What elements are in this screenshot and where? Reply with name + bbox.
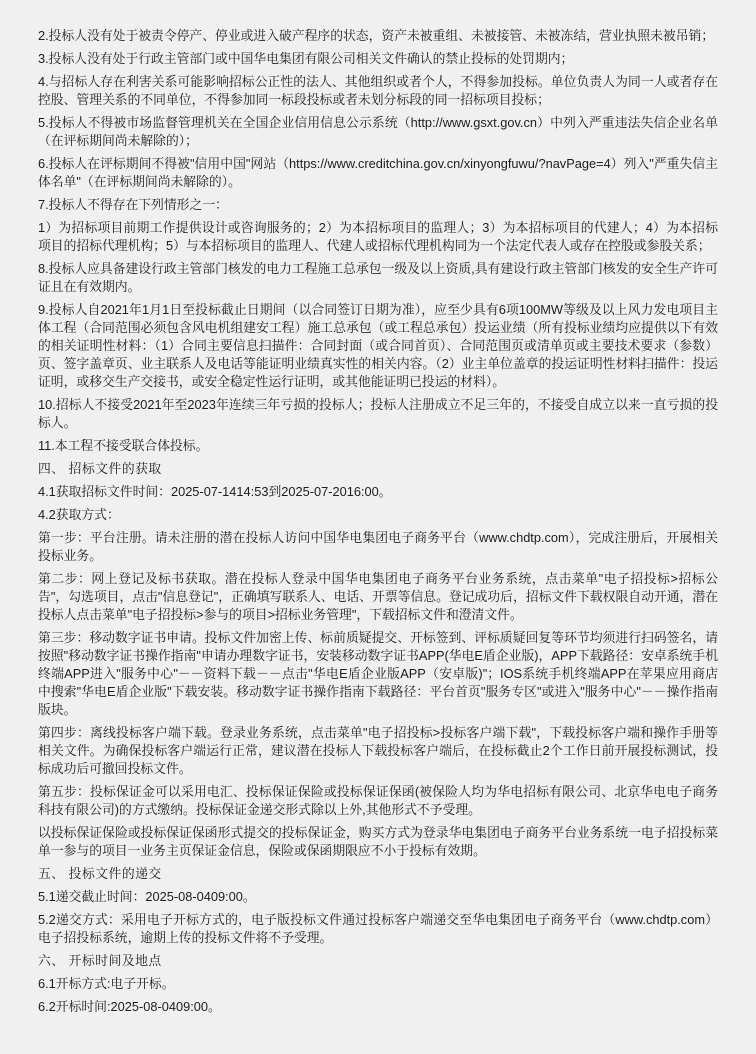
clause-6-2-opening-time: 6.2开标时间:2025-08-0409:00。 xyxy=(38,999,221,1014)
clause-6: 6.投标人在评标期间不得被"信用中国"网站（https://www.creditchina.gov.cn/xinyongfuwu/?navPage=4）列入"严重失信主体名单"（在评标期间尚未解除的）。 xyxy=(38,156,718,189)
clause-6-1-opening-method: 6.1开标方式:电子开标。 xyxy=(38,976,175,991)
clause-8: 8.投标人应具备建设行政主管部门核发的电力工程施工总承包一级及以上资质,具有建设行政主管部门核发的安全生产许可证且在有效期内。 xyxy=(38,261,718,294)
clause-7: 7.投标人不得存在下列情形之一： xyxy=(38,197,228,212)
deposit-insurance-note: 以投标保证保险或投标保证保函形式提交的投标保证金，购买方式为登录华电集团电子商务平台业务系统一电子招投标菜单一参与的项目一业务主页保证金信息，保险或保函期限应不小于投标有效期。 xyxy=(38,825,718,858)
section-heading-bid-submission: 五、 投标文件的递交 xyxy=(38,866,162,881)
clause-5: 5.投标人不得被市场监督管理机关在全国企业信用信息公示系统（http://www.gsxt.gov.cn）中列入严重违法失信企业名单（在评标期间尚未解除的）； xyxy=(38,115,718,148)
clause-10: 10.招标人不接受2021年至2023年连续三年亏损的投标人；投标人注册成立不足三年的，不接受自成立以来一直亏损的投标人。 xyxy=(38,397,718,430)
clause-9: 9.投标人自2021年1月1日至投标截止日期间（以合同签订日期为准），应至少具有6项100MW等级及以上风力发电项目主体工程（合同范围必须包含风电机组建安工程）施工总承包（或工程总承包）投运业绩（所有投标业绩均应提供以下有效的相关证明性材料：（1）合同主要信息扫描件：合同封面（或合同首页）、合同范围页或清单页或主要技术要求（参数）页、签字盖章页、业主联系人及电话等能证明业绩真实性的相关内容。（2）业主单位盖章的投运证明性材料扫描件：投运证明，或移交生产交接书，或安全稳定性运行证明，或其他能证明已投运的材料）。 xyxy=(38,302,718,389)
clause-5-1-submission-deadline: 5.1递交截止时间：2025-08-0409:00。 xyxy=(38,889,256,904)
clause-3: 3.投标人没有处于行政主管部门或中国华电集团有限公司相关文件确认的禁止投标的处罚期内； xyxy=(38,51,574,66)
clause-7-subitems: 1）为招标项目前期工作提供设计或咨询服务的；2）为本招标项目的监理人；3）为本招标项目的代建人；4）为本招标项目的招标代理机构；5）与本招标项目的监理人、代建人或招标代理机构同为一个法定代表人或存在控股或参股关系； xyxy=(38,220,718,253)
section-heading-document-acquisition: 四、 招标文件的获取 xyxy=(38,461,162,476)
clause-4: 4.与招标人存在利害关系可能影响招标公正性的法人、其他组织或者个人，不得参加投标。单位负责人为同一人或者存在控股、管理关系的不同单位，不得参加同一标段投标或者未划分标段的同一招标项目投标； xyxy=(38,74,718,107)
step-4-offline-client-download: 第四步：离线投标客户端下载。登录业务系统，点击菜单"电子招投标>投标客户端下载"，下载投标客户端和操作手册等相关文件。为确保投标客户端运行正常，建议潜在投标人下载投标客户端后，在投标截止2个工作日前开展投标测试，投标成功后可撤回投标文件。 xyxy=(38,725,718,776)
clause-4-2-acquisition-method: 4.2获取方式： xyxy=(38,507,120,522)
clause-2: 2.投标人没有处于被责令停产、停业或进入破产程序的状态，资产未被重组、未被接管、未被冻结，营业执照未被吊销； xyxy=(38,28,715,43)
section-heading-bid-opening: 六、 开标时间及地点 xyxy=(38,953,162,968)
clause-4-1-acquisition-time: 4.1获取招标文件时间：2025-07-1414:53到2025-07-2016:00。 xyxy=(38,484,392,499)
step-2-online-registration: 第二步：网上登记及标书获取。潜在投标人登录中国华电集团电子商务平台业务系统，点击菜单"电子招投标>招标公告"，勾选项目，点击"信息登记"，正确填写联系人、电话、开票等信息。登记成功后，招标文件下载权限自动开通，潜在投标人点击菜单"电子招投标>参与的项目>招标业务管理"，下载招标文件和澄清文件。 xyxy=(38,571,718,622)
step-1-platform-registration: 第一步：平台注册。请未注册的潜在投标人访问中国华电集团电子商务平台（www.chdtp.com），完成注册后，开展相关投标业务。 xyxy=(38,530,718,563)
clause-5-2-submission-method: 5.2递交方式：采用电子开标方式的，电子版投标文件通过投标客户端递交至华电集团电子商务平台（www.chdtp.com）电子招投标系统，逾期上传的投标文件将不予受理。 xyxy=(38,912,718,945)
step-3-mobile-certificate: 第三步：移动数字证书申请。投标文件加密上传、标前质疑提交、开标签到、评标质疑回复等环节均须进行扫码签名，请按照"移动数字证书操作指南"申请办理数字证书，安装移动数字证书APP(华电E盾企业版)，APP下载路径：安卓系统手机终端APP进入"服务中心"－－资料下载－－点击"华电E盾企业版APP（安卓版)"；IOS系统手机终端APP在苹果应用商店中搜索"华电E盾企业版"下载安装。移动数字证书操作指南下载路径：平台首页"服务专区"或进入"服务中心"－－操作指南版块。 xyxy=(38,630,718,717)
step-5-bid-deposit: 第五步：投标保证金可以采用电汇、投标保证保险或投标保证保函(被保险人均为华电招标有限公司、北京华电电子商务科技有限公司)的方式缴纳。投标保证金递交形式除以上外,其他形式不予受理。 xyxy=(38,784,718,817)
clause-11: 11.本工程不接受联合体投标。 xyxy=(38,438,209,453)
